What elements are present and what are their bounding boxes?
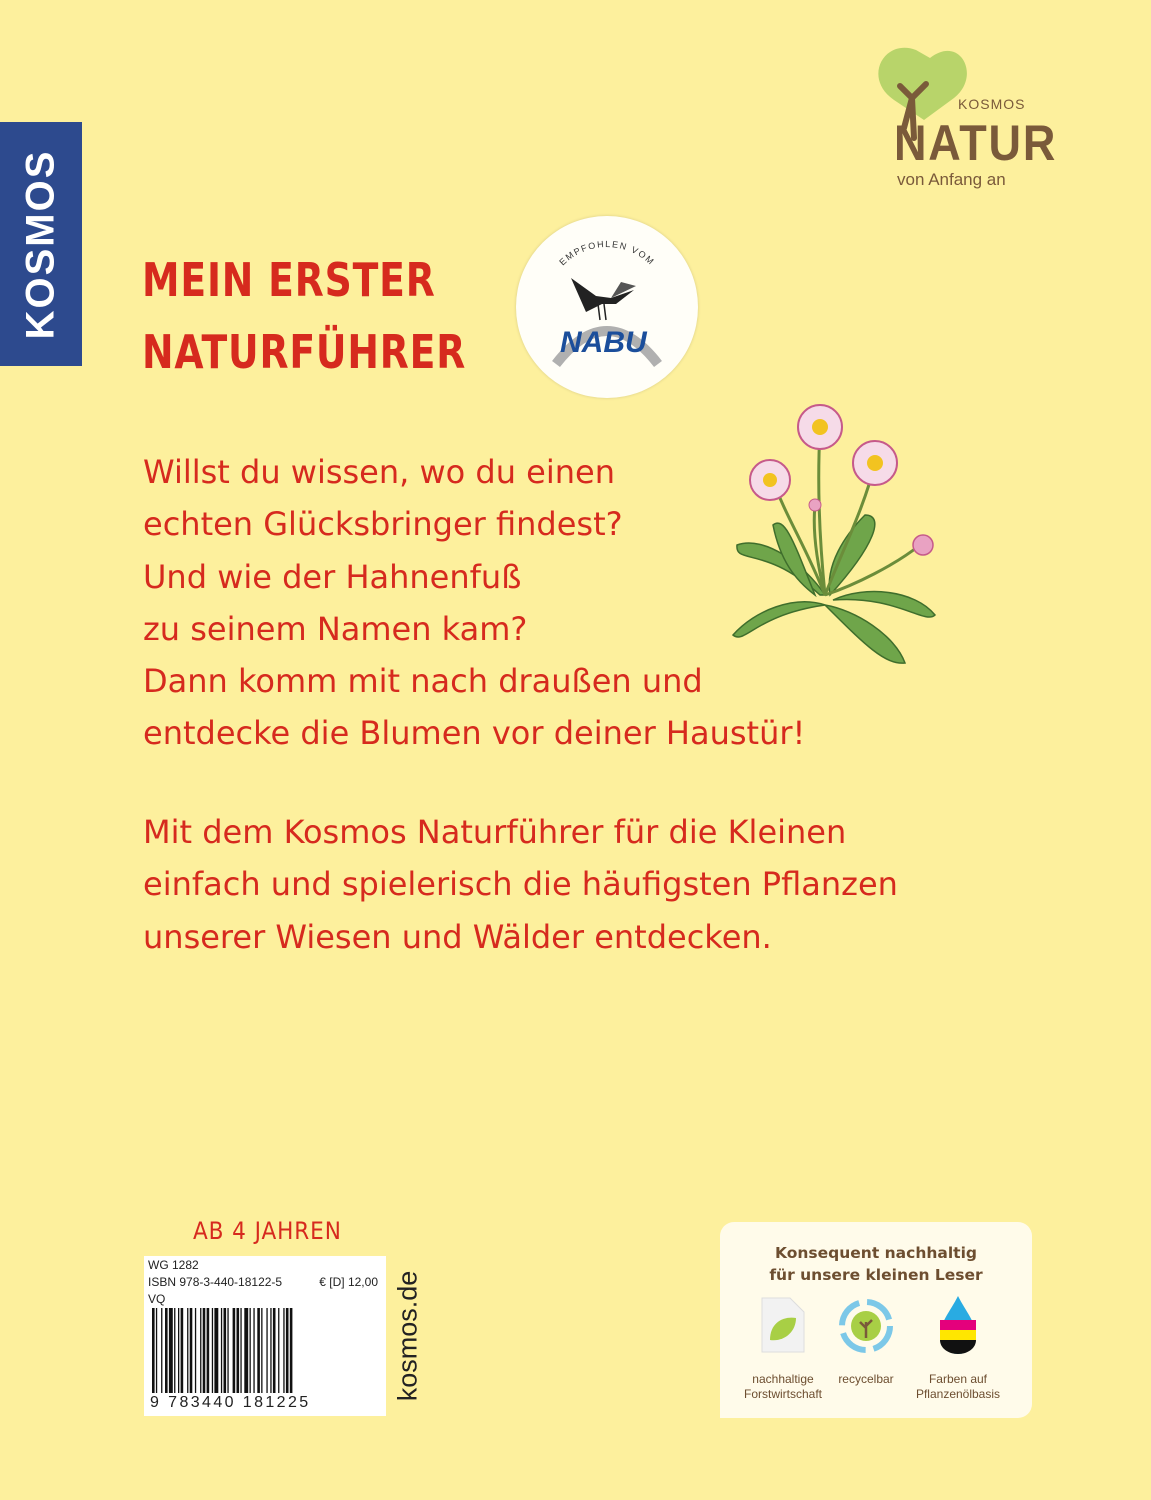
sustainability-item	[908, 1372, 1008, 1402]
barcode-isbn: ISBN 978-3-440-18122-5	[148, 1275, 283, 1289]
website-label-wrap	[393, 1256, 423, 1416]
barcode-bar	[214, 1308, 218, 1393]
series-brand: KOSMOS	[958, 96, 1026, 112]
barcode-bar	[283, 1308, 284, 1393]
text-line: einfach und spielerisch die häufigsten Pflanzen	[143, 865, 898, 904]
barcode-price: € [D] 12,00	[319, 1275, 378, 1289]
heading-line: Konsequent nachhaltig	[775, 1244, 977, 1262]
barcode-bar	[257, 1308, 260, 1393]
barcode-bar	[165, 1308, 168, 1393]
text-line: Dann komm mit nach draußen und	[143, 662, 703, 701]
item-line: recycelbar	[838, 1372, 894, 1386]
sustainability-heading	[720, 1242, 1032, 1286]
barcode-bar	[181, 1308, 184, 1393]
item-line: Pflanzenölbasis	[915, 1387, 1001, 1401]
sustainability-box	[720, 1222, 1032, 1418]
barcode-bar	[250, 1308, 251, 1393]
title-line: MEIN ERSTER	[142, 253, 436, 307]
barcode-bar	[174, 1308, 175, 1393]
nabu-badge	[516, 216, 698, 398]
leaf-paper-icon	[760, 1296, 806, 1354]
barcode-bars	[150, 1308, 380, 1393]
nabu-name: NABU	[560, 326, 647, 359]
text-line: Willst du wissen, wo du einen	[143, 453, 615, 491]
barcode-bar	[224, 1308, 227, 1393]
barcode-box	[144, 1256, 386, 1416]
barcode-bar	[190, 1308, 193, 1393]
barcode-bar	[227, 1308, 228, 1393]
barcode-bar	[237, 1308, 240, 1393]
series-tagline: von Anfang an	[897, 170, 1006, 189]
series-name: NATUR	[894, 115, 1058, 171]
barcode-digits: 9 783440 181225	[150, 1394, 311, 1411]
nabu-emblem	[516, 216, 698, 398]
publisher-spine-label: KOSMOS	[18, 149, 63, 339]
barcode-bar	[169, 1308, 173, 1393]
barcode-bar	[244, 1308, 248, 1393]
text-line: unserer Wiesen und Wälder entdecken.	[143, 917, 772, 956]
barcode-bar	[212, 1308, 213, 1393]
barcode-bar	[253, 1308, 254, 1393]
intro-paragraph	[143, 446, 805, 760]
text-line: zu seinem Namen kam?	[143, 609, 528, 648]
barcode-code: VQ	[148, 1292, 166, 1306]
barcode-bar	[240, 1308, 241, 1393]
barcode-bar	[261, 1308, 262, 1393]
book-title	[142, 244, 466, 388]
barcode-bar	[290, 1308, 293, 1393]
recycle-icon	[836, 1296, 896, 1356]
barcode-bar	[278, 1308, 279, 1393]
barcode-bar	[161, 1308, 162, 1393]
title-line: NATURFÜHRER	[142, 325, 467, 379]
text-line: Und wie der Hahnenfuß	[143, 557, 522, 596]
ink-drop-icon	[938, 1294, 978, 1356]
barcode-bar	[266, 1308, 267, 1393]
item-line: Forstwirtschaft	[743, 1387, 822, 1401]
barcode-bar	[221, 1308, 222, 1393]
barcode-bar	[286, 1308, 289, 1393]
barcode-bar	[156, 1308, 157, 1393]
barcode-bar	[270, 1308, 271, 1393]
barcode-bar	[273, 1308, 276, 1393]
barcode-bar	[203, 1308, 206, 1393]
svg-text:EMPFOHLEN VOM	[557, 239, 656, 267]
text-line: entdecke die Blumen vor deiner Haustür!	[143, 714, 806, 753]
barcode-bar	[207, 1308, 210, 1393]
heading-line: für unsere kleinen Leser	[769, 1266, 983, 1284]
publisher-spine	[0, 122, 82, 366]
nabu-arc-text: EMPFOHLEN VOM	[557, 238, 657, 268]
item-line: nachhaltige	[752, 1372, 814, 1386]
sustainability-item	[816, 1372, 916, 1387]
barcode-bar	[195, 1308, 196, 1393]
item-line: Farben auf	[928, 1372, 988, 1386]
barcode-wg: WG 1282	[148, 1258, 199, 1272]
barcode-bar	[187, 1308, 188, 1393]
barcode-bar	[233, 1308, 236, 1393]
description-paragraph	[143, 806, 898, 963]
text-line: echten Glücksbringer findest?	[143, 505, 623, 544]
age-label: AB 4 JAHREN	[193, 1217, 342, 1245]
stork-icon	[571, 278, 636, 320]
barcode-bar	[152, 1308, 155, 1393]
website-label: kosmos.de	[392, 1270, 423, 1402]
barcode-bar	[178, 1308, 179, 1393]
text-line: Mit dem Kosmos Naturführer für die Kleinen	[143, 813, 847, 851]
barcode-bar	[200, 1308, 201, 1393]
